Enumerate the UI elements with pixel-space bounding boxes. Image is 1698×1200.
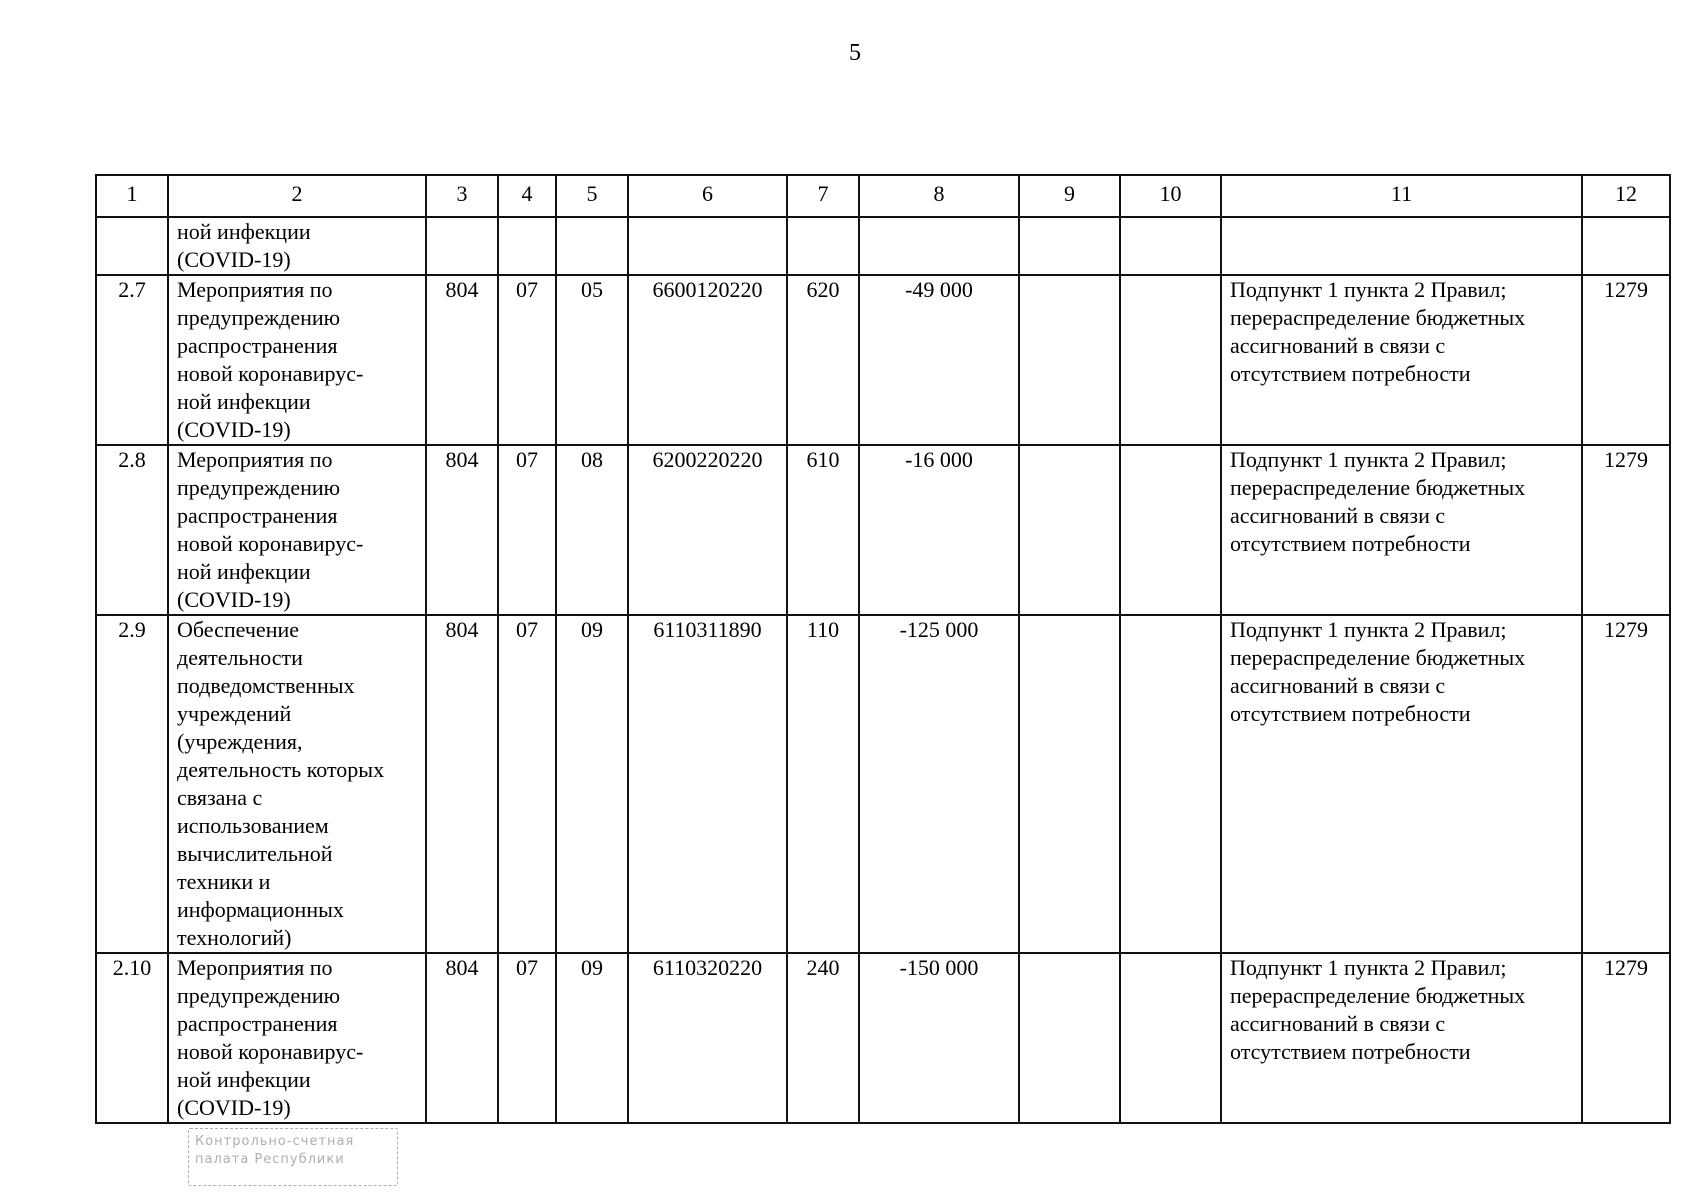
row-name-cell-line: распространения: [177, 333, 338, 358]
row-name-cell-line: предупреждению: [177, 305, 341, 330]
row-name-cell-line: подведомственных: [177, 673, 355, 698]
table-header-row: [96, 175, 1670, 217]
basis-cell: [1221, 275, 1582, 445]
row-name-cell-line: Мероприятия по: [177, 277, 333, 302]
basis-cell-line: отсутствием потребности: [1230, 1039, 1471, 1064]
header-cell: 5: [556, 175, 628, 217]
header-cell: 10: [1120, 175, 1221, 217]
col4-cell: 07: [498, 275, 556, 445]
ref-cell: 1279: [1582, 953, 1670, 1123]
col4-cell: 07: [498, 953, 556, 1123]
empty-cell: [1221, 217, 1582, 275]
header-cell: 12: [1582, 175, 1670, 217]
row-name-cell-line: новой коронавирус-: [177, 531, 364, 556]
row-number-cell: [96, 217, 168, 275]
basis-cell-line: перераспределение бюджетных: [1230, 475, 1526, 500]
col9-cell: [1019, 953, 1120, 1123]
header-cell: 2: [168, 175, 426, 217]
header-cell: 4: [498, 175, 556, 217]
basis-cell: [1221, 953, 1582, 1123]
row-name-cell-line: техники и: [177, 869, 271, 894]
col9-cell: [1019, 615, 1120, 953]
row-name-cell-line: предупреждению: [177, 983, 341, 1008]
row-name-cell-line: технологий): [177, 925, 292, 950]
col3-cell: 804: [426, 615, 498, 953]
budget-table: [95, 174, 1671, 1124]
header-cell: 9: [1019, 175, 1120, 217]
row-name-cell-line: ной инфекции: [177, 1067, 311, 1092]
basis-cell-line: отсутствием потребности: [1230, 361, 1471, 386]
empty-cell: [1582, 217, 1670, 275]
col4-cell: 07: [498, 445, 556, 615]
empty-cell: [556, 217, 628, 275]
basis-cell-line: Подпункт 1 пункта 2 Правил;: [1230, 617, 1507, 642]
row-name-cell-line: Мероприятия по: [177, 447, 333, 472]
basis-cell-line: перераспределение бюджетных: [1230, 645, 1526, 670]
amount-cell: -49 000: [859, 275, 1019, 445]
row-name-cell: [168, 275, 426, 445]
row-name-cell-line: Мероприятия по: [177, 955, 333, 980]
empty-cell: [1019, 217, 1120, 275]
col6-cell: 6110311890: [628, 615, 787, 953]
row-name-cell: [168, 445, 426, 615]
col9-cell: [1019, 445, 1120, 615]
row-name-cell-line: связана с: [177, 785, 263, 810]
row-name-cell-line: предупреждению: [177, 475, 341, 500]
header-cell: 8: [859, 175, 1019, 217]
basis-cell-line: перераспределение бюджетных: [1230, 983, 1526, 1008]
ref-cell: 1279: [1582, 615, 1670, 953]
row-name-cell-line: новой коронавирус-: [177, 361, 364, 386]
row-name-cell: [168, 615, 426, 953]
basis-cell-line: Подпункт 1 пункта 2 Правил;: [1230, 955, 1507, 980]
col6-cell: 6200220220: [628, 445, 787, 615]
col7-cell: 610: [787, 445, 859, 615]
row-name-cell-line: распространения: [177, 1011, 338, 1036]
col3-cell: 804: [426, 275, 498, 445]
empty-cell: [859, 217, 1019, 275]
row-name-cell-line: деятельности: [177, 645, 303, 670]
row-name-cell-line: ной инфекции: [177, 219, 311, 244]
row-name-cell-line: (COVID-19): [177, 417, 291, 442]
row-name-cell-line: (учреждения,: [177, 729, 303, 754]
col3-cell: 804: [426, 445, 498, 615]
row-name-cell-line: вычислительной: [177, 841, 333, 866]
col5-cell: 09: [556, 615, 628, 953]
row-name-cell-line: распространения: [177, 503, 338, 528]
basis-cell-line: Подпункт 1 пункта 2 Правил;: [1230, 277, 1507, 302]
stamp-line: палата Республики: [195, 1152, 345, 1167]
basis-cell-line: отсутствием потребности: [1230, 701, 1471, 726]
ref-cell: 1279: [1582, 445, 1670, 615]
header-cell: 7: [787, 175, 859, 217]
basis-cell-line: Подпункт 1 пункта 2 Правил;: [1230, 447, 1507, 472]
row-name-cell-line: новой коронавирус-: [177, 1039, 364, 1064]
basis-cell-line: ассигнований в связи с: [1230, 333, 1446, 358]
row-number-cell: 2.8: [96, 445, 168, 615]
amount-cell: -125 000: [859, 615, 1019, 953]
col5-cell: 05: [556, 275, 628, 445]
row-name-cell-line: информационных: [177, 897, 344, 922]
stamp-line: Контрольно-счетная: [195, 1134, 355, 1149]
header-cell: 6: [628, 175, 787, 217]
page-number: 5: [849, 40, 861, 66]
basis-cell-line: ассигнований в связи с: [1230, 673, 1446, 698]
col7-cell: 620: [787, 275, 859, 445]
basis-cell-line: ассигнований в связи с: [1230, 503, 1446, 528]
row-number-cell: 2.10: [96, 953, 168, 1123]
col10-cell: [1120, 445, 1221, 615]
ref-cell: 1279: [1582, 275, 1670, 445]
table-row: [96, 953, 1670, 1123]
row-name-cell-line: ной инфекции: [177, 389, 311, 414]
basis-cell-line: ассигнований в связи с: [1230, 1011, 1446, 1036]
col10-cell: [1120, 615, 1221, 953]
empty-cell: [426, 217, 498, 275]
row-name-cell-line: использованием: [177, 813, 329, 838]
col6-cell: 6110320220: [628, 953, 787, 1123]
col7-cell: 240: [787, 953, 859, 1123]
col4-cell: 07: [498, 615, 556, 953]
empty-cell: [628, 217, 787, 275]
stamp-imprint: [188, 1128, 398, 1186]
row-name-cell-line: Обеспечение: [177, 617, 299, 642]
table-row: [96, 615, 1670, 953]
table-body: [96, 175, 1670, 1123]
continuation-row: [96, 217, 1670, 275]
col10-cell: [1120, 275, 1221, 445]
basis-cell: [1221, 615, 1582, 953]
empty-cell: [1120, 217, 1221, 275]
basis-cell-line: перераспределение бюджетных: [1230, 305, 1526, 330]
amount-cell: -150 000: [859, 953, 1019, 1123]
amount-cell: -16 000: [859, 445, 1019, 615]
header-cell: 3: [426, 175, 498, 217]
row-number-cell: 2.7: [96, 275, 168, 445]
basis-cell: [1221, 445, 1582, 615]
header-cell: 11: [1221, 175, 1582, 217]
col7-cell: 110: [787, 615, 859, 953]
row-name-cell: [168, 217, 426, 275]
col10-cell: [1120, 953, 1221, 1123]
col3-cell: 804: [426, 953, 498, 1123]
header-cell: 1: [96, 175, 168, 217]
row-name-cell-line: (COVID-19): [177, 1095, 291, 1120]
col9-cell: [1019, 275, 1120, 445]
row-name-cell: [168, 953, 426, 1123]
table-row: [96, 275, 1670, 445]
table-row: [96, 445, 1670, 615]
col5-cell: 09: [556, 953, 628, 1123]
empty-cell: [787, 217, 859, 275]
empty-cell: [498, 217, 556, 275]
row-name-cell-line: деятельность которых: [177, 757, 385, 782]
row-name-cell-line: (COVID-19): [177, 587, 291, 612]
basis-cell-line: отсутствием потребности: [1230, 531, 1471, 556]
col5-cell: 08: [556, 445, 628, 615]
row-number-cell: 2.9: [96, 615, 168, 953]
row-name-cell-line: учреждений: [177, 701, 292, 726]
row-name-cell-line: (COVID-19): [177, 247, 291, 272]
col6-cell: 6600120220: [628, 275, 787, 445]
row-name-cell-line: ной инфекции: [177, 559, 311, 584]
